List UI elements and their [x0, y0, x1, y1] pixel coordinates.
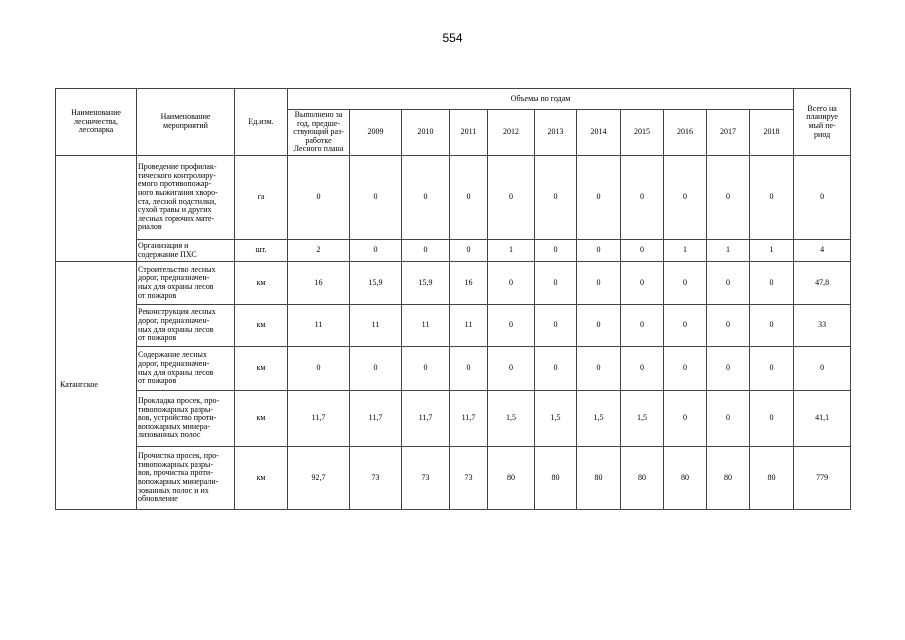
year-value-cell: 0 [621, 305, 664, 347]
table-row [56, 305, 851, 347]
header-total: Всего на планируе мый пе- риод [794, 89, 851, 156]
table-row [56, 447, 851, 510]
page-number: 554 [442, 31, 463, 45]
table-row [56, 391, 851, 447]
total-cell: 0 [794, 156, 851, 240]
header-year: 2018 [750, 110, 794, 156]
activity-name-cell: Организация и содержание ПХС [137, 240, 235, 262]
year-value-cell: 0 [750, 347, 794, 391]
year-value-cell: 11,7 [350, 391, 402, 447]
unit-cell: км [235, 391, 288, 447]
done-before-cell: 0 [288, 347, 350, 391]
year-value-cell: 0 [750, 262, 794, 305]
year-value-cell: 0 [664, 156, 707, 240]
activity-name-cell: Строительство лесных дорог, предназначен- ных для охраны лесов от пожаров [137, 262, 235, 305]
done-before-cell: 11,7 [288, 391, 350, 447]
year-value-cell: 0 [664, 262, 707, 305]
year-value-cell: 80 [535, 447, 577, 510]
header-year: 2009 [350, 110, 402, 156]
header-year: 2014 [577, 110, 621, 156]
total-cell: 47,8 [794, 262, 851, 305]
year-value-cell: 0 [450, 347, 488, 391]
year-value-cell: 0 [535, 262, 577, 305]
header-done-before: Выполнено за год, предше- ствующий раз- работке Лесного плана [288, 110, 350, 156]
year-value-cell: 0 [535, 240, 577, 262]
total-cell: 33 [794, 305, 851, 347]
header-unit: Ед.изм. [235, 89, 288, 156]
year-value-cell: 0 [402, 347, 450, 391]
year-value-cell: 0 [450, 156, 488, 240]
year-value-cell: 0 [621, 156, 664, 240]
done-before-cell: 0 [288, 156, 350, 240]
header-year: 2017 [707, 110, 750, 156]
table-row [56, 156, 851, 240]
done-before-cell: 16 [288, 262, 350, 305]
total-cell: 0 [794, 347, 851, 391]
table-row [56, 262, 851, 305]
header-forestry: Наименование лесничества, лесопарка [56, 89, 137, 156]
unit-cell: км [235, 305, 288, 347]
year-value-cell: 0 [535, 156, 577, 240]
year-value-cell: 0 [707, 391, 750, 447]
header-volumes: Объемы по годам [288, 89, 794, 110]
year-value-cell: 0 [664, 305, 707, 347]
header-year: 2011 [450, 110, 488, 156]
year-value-cell: 0 [488, 156, 535, 240]
unit-cell: га [235, 156, 288, 240]
year-value-cell: 0 [750, 305, 794, 347]
unit-cell: км [235, 347, 288, 391]
year-value-cell: 0 [707, 305, 750, 347]
year-value-cell: 0 [750, 156, 794, 240]
header-year: 2013 [535, 110, 577, 156]
activity-name-cell: Проведение профилак- тического контролиру- емого противопожар- ного выжигания хворо- ста, лесной подстилки, сухой травы и других лесных горючих мате- риалов [137, 156, 235, 240]
header-year: 2010 [402, 110, 450, 156]
year-value-cell: 0 [488, 347, 535, 391]
year-value-cell: 73 [402, 447, 450, 510]
unit-cell: шт. [235, 240, 288, 262]
year-value-cell: 15,9 [350, 262, 402, 305]
year-value-cell: 0 [707, 347, 750, 391]
unit-cell: км [235, 262, 288, 305]
year-value-cell: 0 [402, 156, 450, 240]
year-value-cell: 0 [664, 347, 707, 391]
year-value-cell: 73 [350, 447, 402, 510]
year-value-cell: 0 [577, 156, 621, 240]
year-value-cell: 80 [707, 447, 750, 510]
year-value-cell: 11 [350, 305, 402, 347]
forestry-cell [56, 156, 137, 262]
header-activity: Наименование мероприятий [137, 89, 235, 156]
year-value-cell: 1,5 [577, 391, 621, 447]
header-year: 2016 [664, 110, 707, 156]
activity-name-cell: Реконструкция лесных дорог, предназначен- ных для охраны лесов от пожаров [137, 305, 235, 347]
year-value-cell: 1 [707, 240, 750, 262]
year-value-cell: 0 [488, 262, 535, 305]
year-value-cell: 0 [621, 347, 664, 391]
done-before-cell: 2 [288, 240, 350, 262]
header-year: 2015 [621, 110, 664, 156]
total-cell: 4 [794, 240, 851, 262]
year-value-cell: 0 [621, 262, 664, 305]
forest-activities-table [55, 88, 851, 510]
year-value-cell: 80 [664, 447, 707, 510]
year-value-cell: 0 [350, 156, 402, 240]
header-year: 2012 [488, 110, 535, 156]
year-value-cell: 11 [450, 305, 488, 347]
total-cell: 779 [794, 447, 851, 510]
done-before-cell: 92,7 [288, 447, 350, 510]
year-value-cell: 0 [750, 391, 794, 447]
year-value-cell: 11 [402, 305, 450, 347]
year-value-cell: 1 [750, 240, 794, 262]
year-value-cell: 0 [707, 262, 750, 305]
year-value-cell: 0 [488, 305, 535, 347]
year-value-cell: 80 [577, 447, 621, 510]
year-value-cell: 80 [750, 447, 794, 510]
year-value-cell: 1,5 [488, 391, 535, 447]
year-value-cell: 0 [450, 240, 488, 262]
year-value-cell: 0 [535, 305, 577, 347]
year-value-cell: 1 [664, 240, 707, 262]
done-before-cell: 11 [288, 305, 350, 347]
activity-name-cell: Содержание лесных дорог, предназначен- ных для охраны лесов от пожаров [137, 347, 235, 391]
year-value-cell: 0 [535, 347, 577, 391]
year-value-cell: 16 [450, 262, 488, 305]
year-value-cell: 0 [577, 347, 621, 391]
unit-cell: км [235, 447, 288, 510]
year-value-cell: 80 [488, 447, 535, 510]
table-row [56, 347, 851, 391]
year-value-cell: 80 [621, 447, 664, 510]
year-value-cell: 0 [350, 347, 402, 391]
year-value-cell: 0 [577, 305, 621, 347]
year-value-cell: 15,9 [402, 262, 450, 305]
forestry-cell: Катангское [56, 262, 137, 510]
year-value-cell: 1,5 [621, 391, 664, 447]
year-value-cell: 0 [577, 240, 621, 262]
year-value-cell: 0 [664, 391, 707, 447]
activity-name-cell: Прокладка просек, про- тивопожарных разры- вов, устройство проти- вопожарных минера- лизованных полос [137, 391, 235, 447]
year-value-cell: 11,7 [402, 391, 450, 447]
year-value-cell: 0 [402, 240, 450, 262]
year-value-cell: 0 [350, 240, 402, 262]
total-cell: 41,1 [794, 391, 851, 447]
year-value-cell: 11,7 [450, 391, 488, 447]
year-value-cell: 0 [707, 156, 750, 240]
year-value-cell: 1 [488, 240, 535, 262]
table-row [56, 240, 851, 262]
year-value-cell: 0 [577, 262, 621, 305]
year-value-cell: 0 [621, 240, 664, 262]
year-value-cell: 1,5 [535, 391, 577, 447]
year-value-cell: 73 [450, 447, 488, 510]
activity-name-cell: Прочистка просек, про- тивопожарных разры- вов, прочистка проти- вопожарных минерали- зованных полос и их обновление [137, 447, 235, 510]
